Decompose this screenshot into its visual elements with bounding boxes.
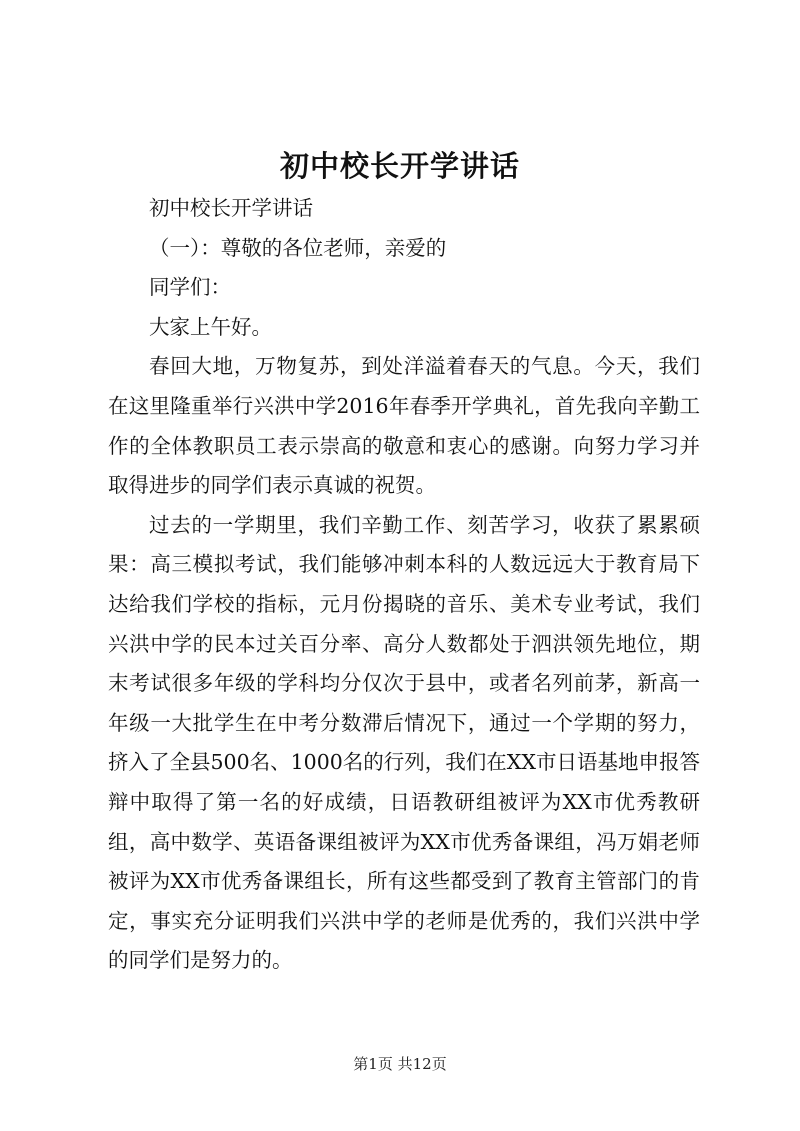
page-number-footer: 第1页 共12页	[353, 1055, 447, 1073]
paragraph-opening: 春回大地，万物复苏，到处洋溢着春天的气息。今天，我们在这里隆重举行兴洪中学2016年春季开学典礼，首先我向辛勤工作的全体教职员工表示崇高的敬意和衷心的感谢。向努力学习并取得进步的同学们表示真诚的祝贺。	[108, 354, 700, 498]
paragraph-salutation: 同学们：	[149, 275, 231, 300]
paragraph-section-heading: （一）：尊敬的各位老师，亲爱的	[149, 235, 447, 260]
document-title: 初中校长开学讲话	[279, 149, 520, 183]
paragraph-subtitle: 初中校长开学讲话	[149, 196, 313, 220]
paragraph-greeting: 大家上午好。	[149, 314, 272, 339]
document-body	[108, 189, 700, 981]
paragraph-achievements: 过去的一学期里，我们辛勤工作、刻苦学习，收获了累累硕果：高三模拟考试，我们能够冲刺本科的人数远远大于教育局下达给我们学校的指标，元月份揭晓的音乐、美术专业考试，我们兴洪中学的民本过关百分率、高分人数都处于泗洪领先地位，期末考试很多年级的学科均分仅次于县中，或者名列前茅，新高一年级一大批学生在中考分数滞后情况下，通过一个学期的努力，挤入了全县500名、1000名的行列，我们在XX市日语基地申报答辩中取得了第一名的好成绩，日语教研组被评为XX市优秀教研组，高中数学、英语备课组被评为XX市优秀备课组，冯万娟老师被评为XX市优秀备课组长，所有这些都受到了教育主管部门的肯定，事实充分证明我们兴洪中学的老师是优秀的，我们兴洪中学的同学们是努力的。	[108, 512, 700, 973]
